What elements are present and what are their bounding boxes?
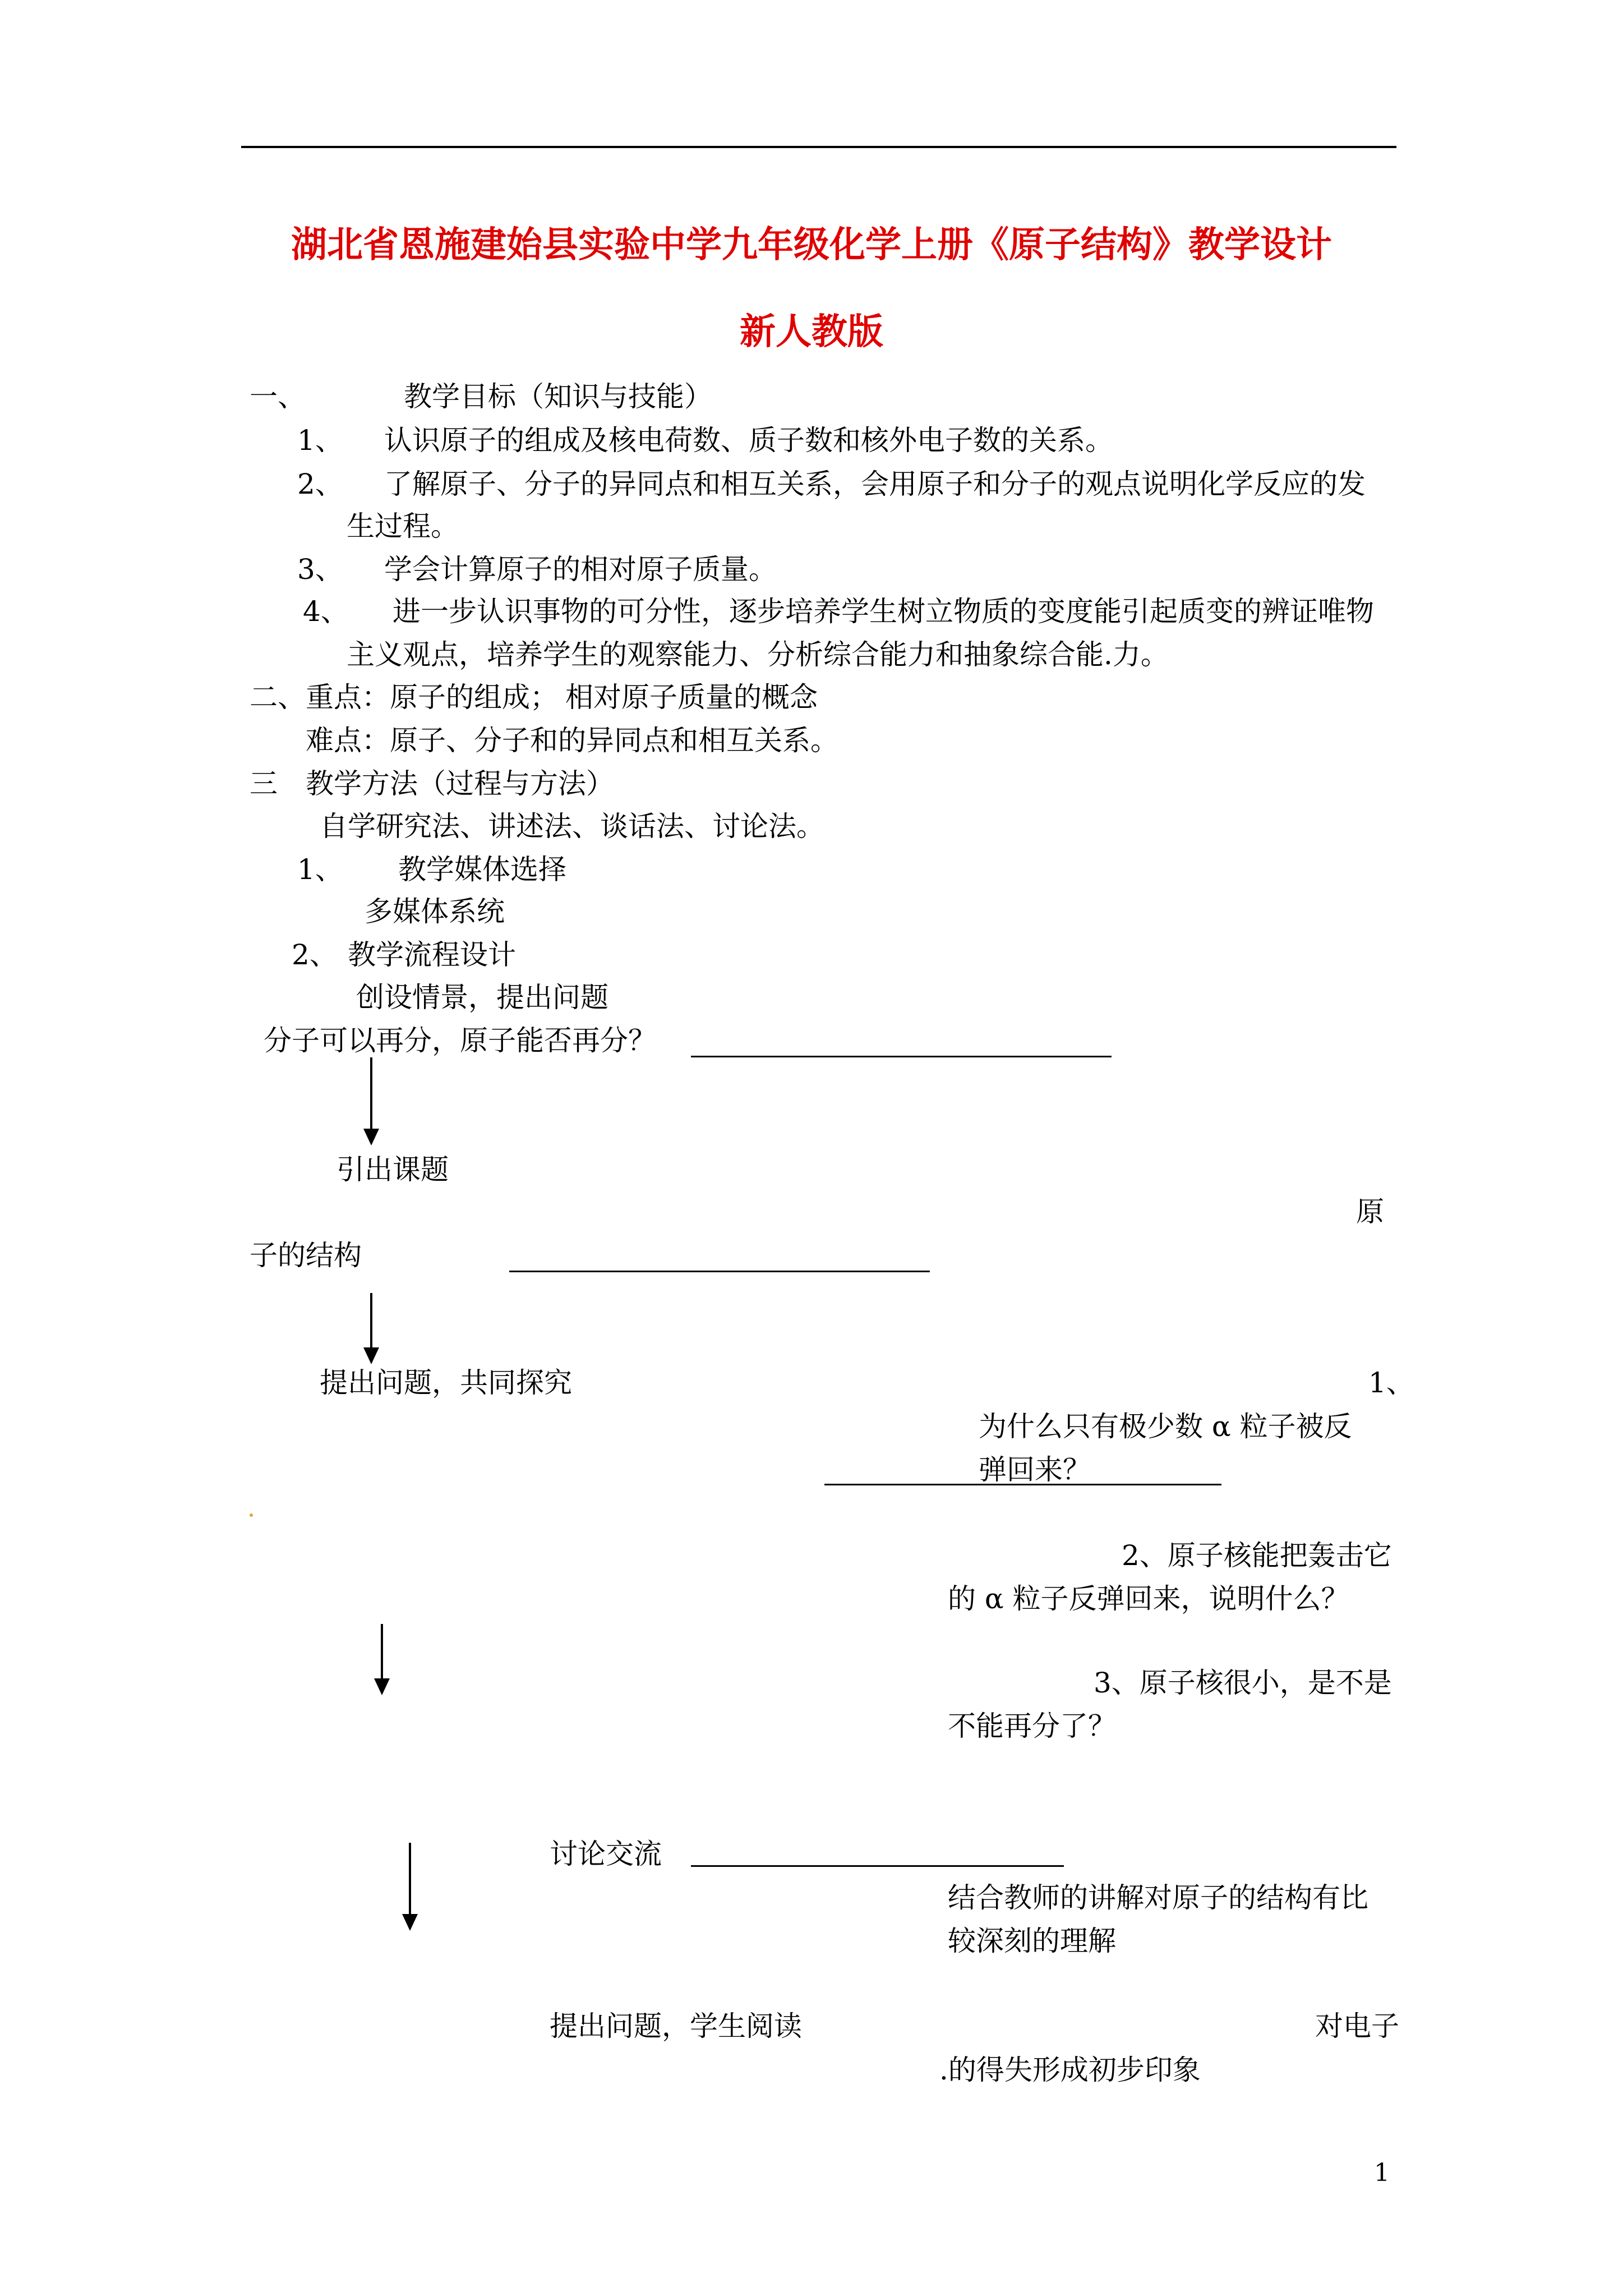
objective-4-continuation: 主义观点，培养学生的观察能力、分析综合能力和抽象综合能.力。 — [347, 638, 1169, 671]
flow-step4-line1: 结合教师的讲解对原子的结构有比 — [948, 1881, 1368, 1914]
flow-step1-question: 分子可以再分，原子能否再分？ — [264, 1024, 656, 1057]
key-points-label: 二、重点：原子的组成； — [250, 681, 558, 714]
objective-2-continuation: 生过程。 — [347, 510, 459, 542]
section1-number: 一、 — [250, 380, 306, 413]
flow-design-title: 教学流程设计 — [348, 938, 516, 971]
document-title: 湖北省恩施建始县实验中学九年级化学上册《原子结构》教学设计 — [291, 224, 1332, 266]
objective-4-number: 4、 — [303, 595, 349, 628]
flow-q1-line2: 弹回来？ — [979, 1453, 1091, 1486]
objective-1-number: 1、 — [297, 424, 343, 457]
flow-step2-label: 引出课题 — [336, 1153, 449, 1186]
objective-3-number: 3、 — [297, 553, 343, 586]
flow-step5-right: 对电子 — [1315, 2010, 1399, 2042]
flow-q3-line1: 3、原子核很小，是不是 — [1094, 1667, 1392, 1699]
flow-q2-line2: 的 α 粒子反弹回来，说明什么？ — [948, 1582, 1349, 1615]
flow-arrow-3-head — [374, 1678, 390, 1695]
media-title: 教学媒体选择 — [398, 853, 566, 886]
flow-step4-label: 讨论交流 — [550, 1838, 662, 1870]
flow-arrow-1-shaft — [370, 1057, 372, 1130]
section1-heading: 教学目标（知识与技能） — [404, 380, 712, 413]
flow-step4-underline — [691, 1865, 1064, 1867]
flow-step1-underline — [691, 1056, 1112, 1057]
flow-step4-line2: 较深刻的理解 — [948, 1925, 1116, 1957]
page-number: 1 — [1374, 2159, 1390, 2187]
document-subtitle: 新人教版 — [740, 311, 883, 353]
section3-heading: 教学方法（过程与方法） — [306, 767, 614, 800]
header-rule — [241, 146, 1396, 148]
flow-step5-continuation: .的得失形成初步印象 — [939, 2054, 1201, 2086]
section3-number: 三 — [250, 767, 278, 800]
flow-arrow-2-shaft — [370, 1293, 372, 1349]
flow-q2-line1: 2、原子核能把轰击它 — [1122, 1539, 1392, 1572]
objective-2-number: 2、 — [297, 468, 343, 500]
flow-q1-line1: 为什么只有极少数 α 粒子被反 — [979, 1410, 1352, 1443]
difficult-points: 难点：原子、分子和的异同点和相互关系。 — [306, 724, 838, 757]
flow-arrow-4-head — [402, 1914, 418, 1931]
objective-3-text: 学会计算原子的相对原子质量。 — [384, 553, 777, 586]
flow-arrow-3-shaft — [381, 1624, 383, 1680]
flow-q1-number: 1、 — [1368, 1366, 1414, 1399]
teaching-methods: 自学研究法、讲述法、谈话法、讨论法。 — [320, 810, 824, 843]
flow-q1-underline — [824, 1484, 1221, 1485]
flow-step2-right: 原 — [1356, 1195, 1384, 1228]
objective-2-text: 了解原子、分子的异同点和相互关系，会用原子和分子的观点说明化学反应的发 — [384, 468, 1366, 500]
flow-q3-line2: 不能再分了？ — [948, 1710, 1116, 1742]
media-text: 多媒体系统 — [365, 895, 505, 928]
flow-step3-label: 提出问题，共同探究 — [320, 1366, 572, 1399]
objective-4-text: 进一步认识事物的可分性，逐步培养学生树立物质的变度能引起质变的辨证唯物 — [393, 595, 1374, 628]
media-number: 1、 — [297, 853, 343, 886]
flow-arrow-1-head — [363, 1129, 379, 1145]
flow-step5-label: 提出问题，学生阅读 — [550, 2010, 802, 2042]
key-points-text: 相对原子质量的概念 — [565, 681, 818, 714]
flow-arrow-4-shaft — [409, 1843, 411, 1916]
flow-design-number: 2、 — [292, 938, 338, 971]
stray-mark — [250, 1513, 253, 1517]
flow-step2-underline — [509, 1271, 930, 1272]
flow-step2-continuation: 子的结构 — [250, 1239, 362, 1272]
flow-step1-label: 创设情景，提出问题 — [356, 981, 608, 1014]
objective-1-text: 认识原子的组成及核电荷数、质子数和核外电子数的关系。 — [384, 424, 1113, 457]
